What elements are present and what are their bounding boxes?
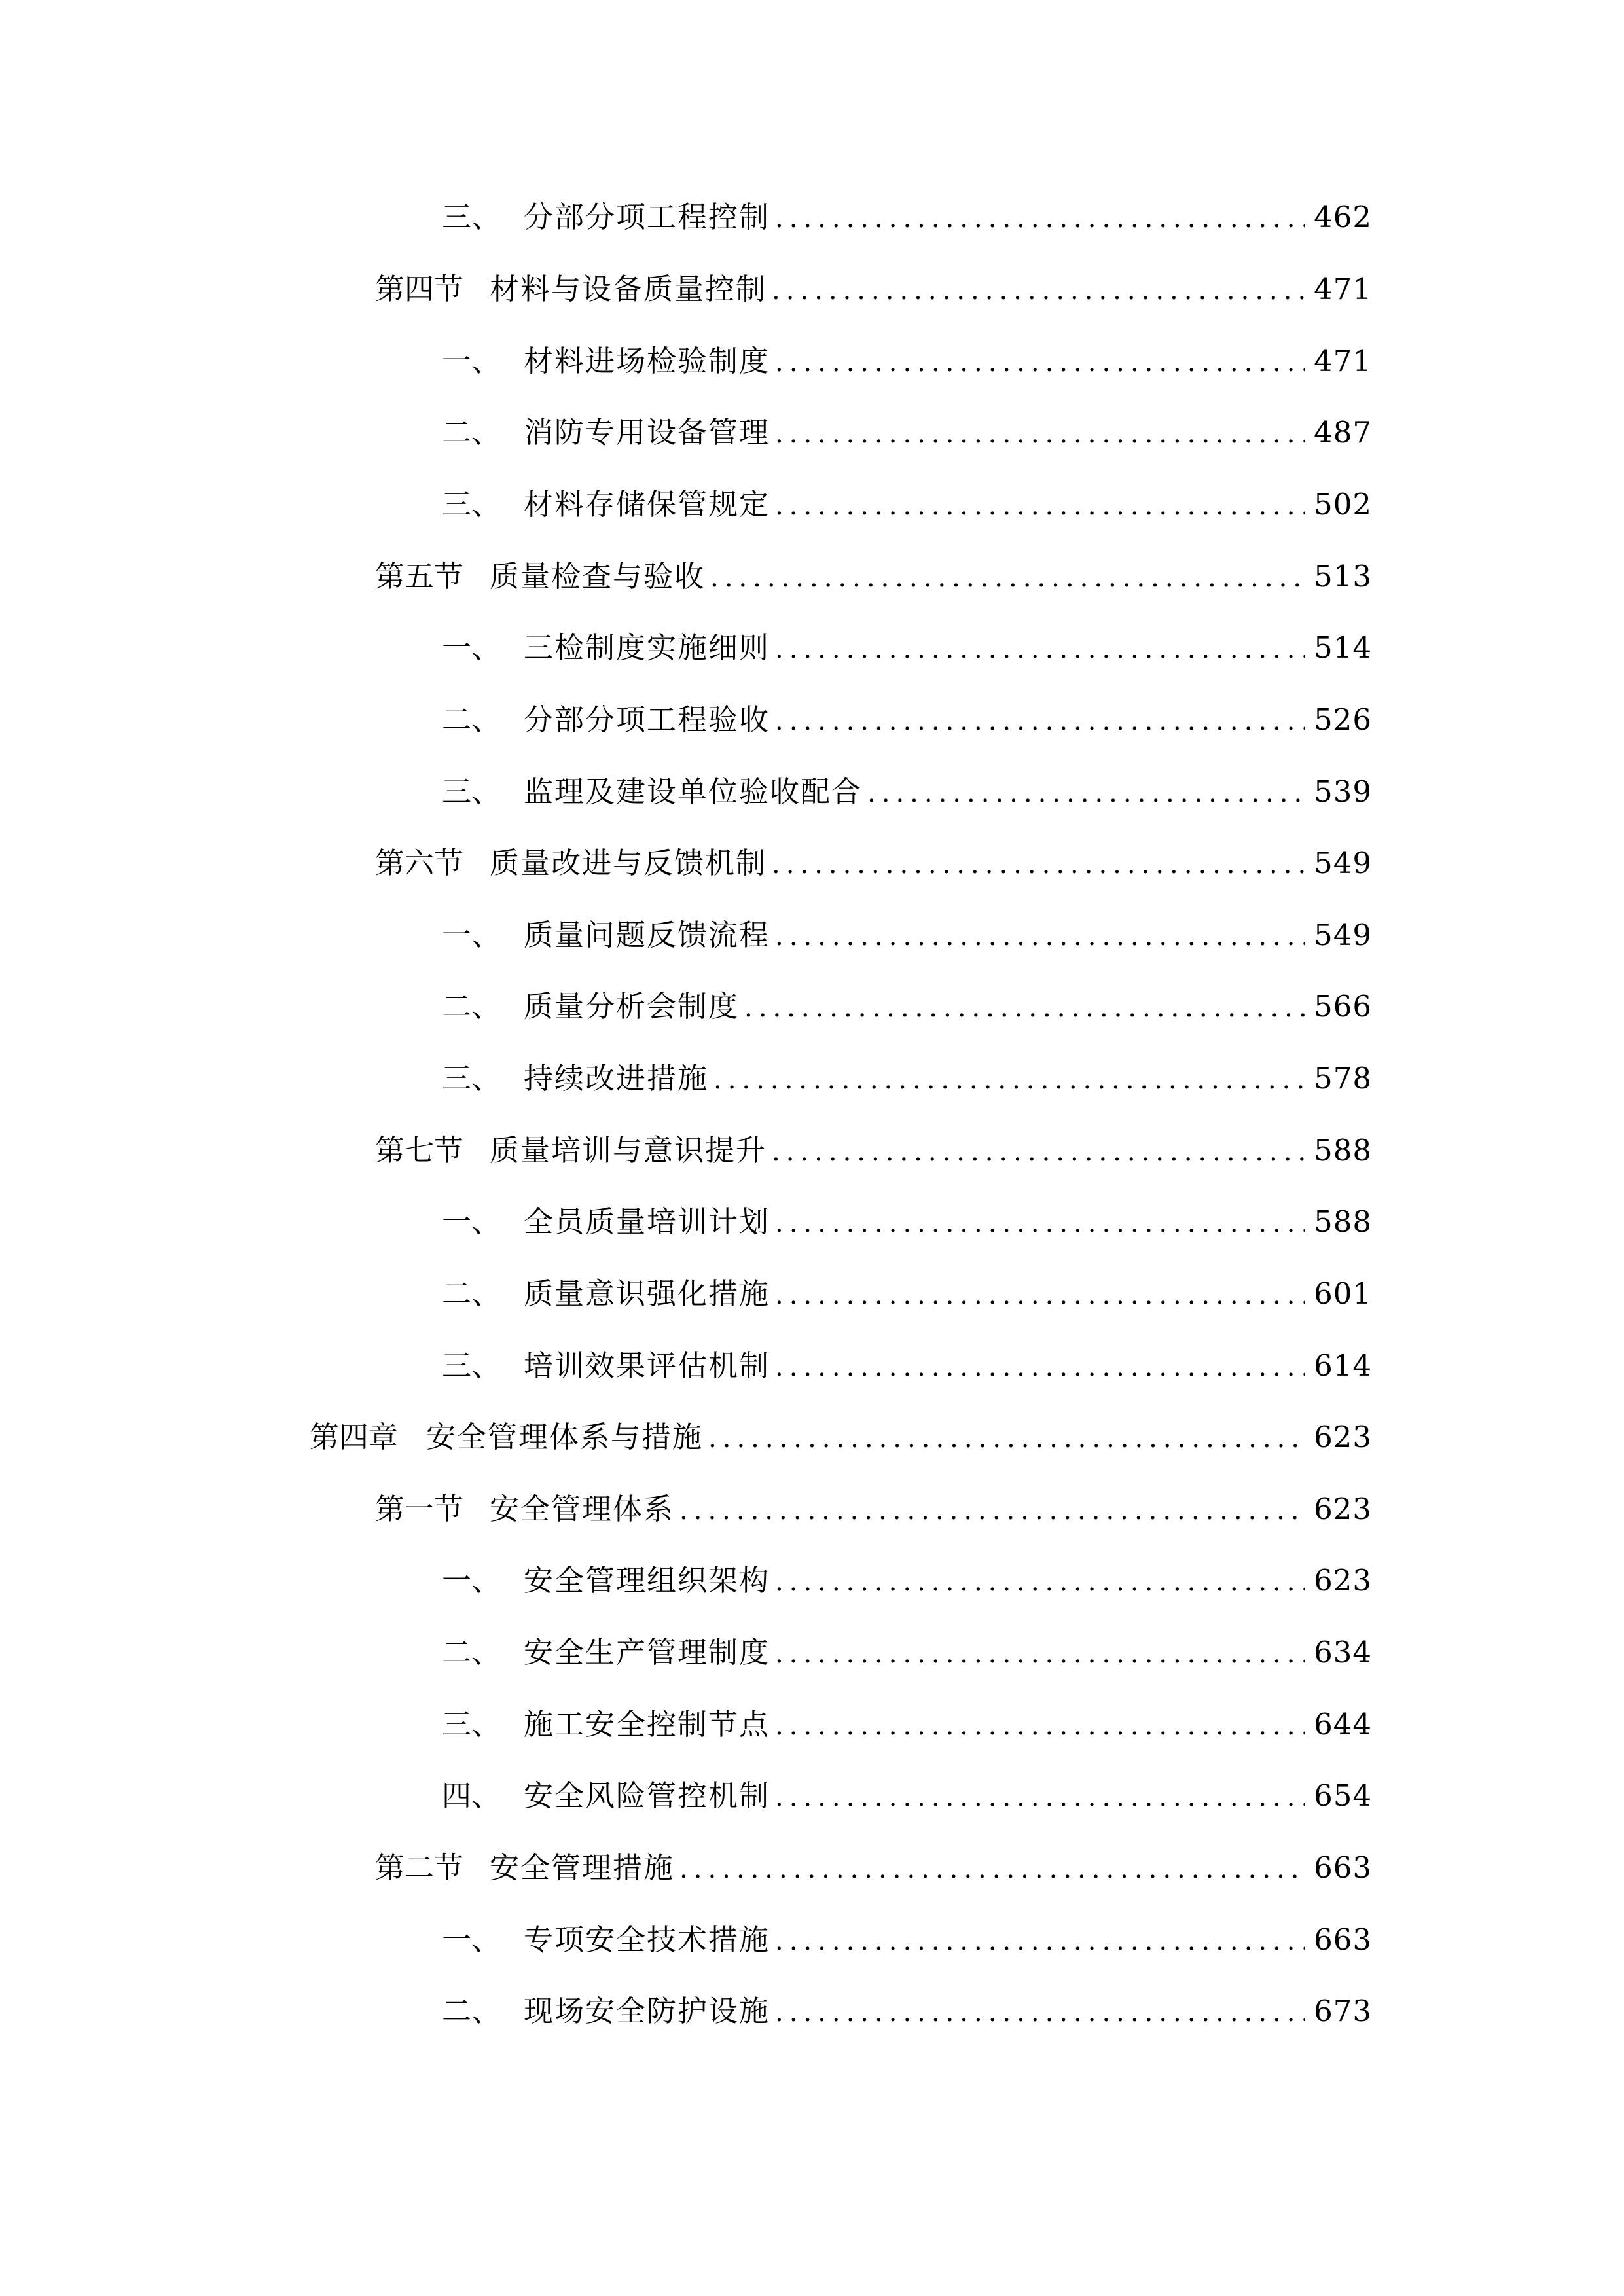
entry-page-number: 673 (1314, 1994, 1372, 2028)
entry-page-number: 471 (1314, 344, 1372, 378)
entry-page-number: 644 (1314, 1707, 1372, 1742)
entry-title: 安全管理体系与措施 (426, 1420, 704, 1454)
dot-leader (713, 1057, 1305, 1103)
entry-title: 材料与设备质量控制 (490, 272, 767, 306)
entry-number: 一、 (442, 1922, 501, 1957)
entry-number: 三、 (442, 1348, 501, 1383)
entry-title: 分部分项工程验收 (524, 702, 770, 737)
entry-number: 四、 (442, 1778, 501, 1813)
entry-page-number: 513 (1314, 559, 1372, 594)
entry-page-number: 614 (1314, 1348, 1372, 1383)
entry-page-number: 462 (1314, 200, 1372, 234)
toc-entry[interactable] (375, 1128, 1372, 1174)
entry-title: 施工安全控制节点 (524, 1707, 770, 1742)
entry-page-number: 471 (1314, 272, 1372, 306)
entry-page-number: 588 (1314, 1204, 1372, 1239)
entry-page-number: 549 (1314, 846, 1372, 880)
entry-number: 三、 (442, 1061, 501, 1096)
toc-entry[interactable] (310, 1414, 1372, 1460)
entry-page-number: 514 (1314, 630, 1372, 665)
entry-page-number: 623 (1314, 1420, 1372, 1454)
dot-leader (772, 842, 1305, 888)
entry-page-number: 549 (1314, 918, 1372, 952)
entry-number: 一、 (442, 1204, 501, 1239)
dot-leader (775, 1200, 1305, 1246)
toc-entry[interactable] (442, 1271, 1372, 1317)
entry-title: 培训效果评估机制 (524, 1348, 770, 1383)
dot-leader (775, 1631, 1305, 1677)
entry-page-number: 623 (1314, 1563, 1372, 1598)
entry-number: 第一节 (375, 1492, 464, 1526)
dot-leader (772, 1129, 1305, 1175)
toc-entry[interactable] (442, 410, 1372, 456)
entry-number: 第七节 (375, 1133, 464, 1168)
dot-leader (775, 411, 1305, 457)
entry-title: 分部分项工程控制 (524, 200, 770, 234)
entry-number: 第六节 (375, 846, 464, 880)
entry-title: 材料存储保管规定 (524, 487, 770, 522)
dot-leader (775, 914, 1305, 960)
toc-entry[interactable] (442, 1988, 1372, 2034)
entry-number: 二、 (442, 1994, 501, 2028)
entry-title: 监理及建设单位验收配合 (524, 774, 863, 809)
entry-page-number: 654 (1314, 1778, 1372, 1813)
entry-page-number: 487 (1314, 415, 1372, 450)
entry-page-number: 578 (1314, 1061, 1372, 1096)
entry-title: 全员质量培训计划 (524, 1204, 770, 1239)
entry-title: 材料进场检验制度 (524, 344, 770, 378)
toc-entry[interactable] (442, 1702, 1372, 1748)
entry-title: 质量改进与反馈机制 (490, 846, 767, 880)
entry-number: 第四章 (310, 1420, 399, 1454)
entry-title: 质量意识强化措施 (524, 1276, 770, 1311)
entry-title: 质量分析会制度 (524, 989, 740, 1024)
dot-leader (679, 1846, 1305, 1892)
entry-number: 一、 (442, 630, 501, 665)
toc-entry[interactable] (442, 338, 1372, 384)
entry-title: 安全风险管控机制 (524, 1778, 770, 1813)
entry-number: 三、 (442, 200, 501, 234)
entry-title: 现场安全防护设施 (524, 1994, 770, 2028)
toc-entry[interactable] (442, 1056, 1372, 1102)
dot-leader (679, 1488, 1305, 1534)
dot-leader (775, 1272, 1305, 1318)
entry-title: 三检制度实施细则 (524, 630, 770, 665)
toc-entry[interactable] (375, 1845, 1372, 1891)
entry-page-number: 634 (1314, 1635, 1372, 1670)
entry-title: 安全管理体系 (490, 1492, 675, 1526)
entry-number: 一、 (442, 344, 501, 378)
toc-entry[interactable] (442, 697, 1372, 743)
entry-title: 安全管理措施 (490, 1850, 675, 1885)
entry-title: 质量培训与意识提升 (490, 1133, 767, 1168)
entry-number: 一、 (442, 918, 501, 952)
toc-entry[interactable] (442, 1630, 1372, 1676)
entry-page-number: 623 (1314, 1492, 1372, 1526)
entry-page-number: 601 (1314, 1276, 1372, 1311)
entry-page-number: 502 (1314, 487, 1372, 522)
dot-leader (775, 483, 1305, 529)
entry-number: 一、 (442, 1563, 501, 1598)
toc-entry[interactable] (375, 266, 1372, 312)
dot-leader (775, 626, 1305, 672)
dot-leader (710, 555, 1305, 601)
entry-number: 第四节 (375, 272, 464, 306)
entry-page-number: 539 (1314, 774, 1372, 809)
entry-title: 质量问题反馈流程 (524, 918, 770, 952)
dot-leader (708, 1416, 1305, 1462)
entry-title: 持续改进措施 (524, 1061, 709, 1096)
dot-leader (775, 1703, 1305, 1749)
toc-entry[interactable] (442, 1343, 1372, 1389)
toc-entry[interactable] (442, 912, 1372, 958)
dot-leader (867, 770, 1305, 816)
dot-leader (775, 698, 1305, 744)
toc-entry[interactable] (442, 1199, 1372, 1245)
toc-entry[interactable] (442, 625, 1372, 671)
dot-leader (744, 985, 1305, 1031)
toc-entry[interactable] (375, 840, 1372, 886)
dot-leader (775, 1774, 1305, 1820)
toc-entry[interactable] (442, 482, 1372, 528)
entry-page-number: 526 (1314, 702, 1372, 737)
entry-page-number: 588 (1314, 1133, 1372, 1168)
entry-title: 安全管理组织架构 (524, 1563, 770, 1598)
dot-leader (775, 1344, 1305, 1390)
dot-leader (775, 196, 1305, 242)
entry-number: 二、 (442, 1635, 501, 1670)
toc-entry[interactable] (442, 984, 1372, 1030)
entry-page-number: 663 (1314, 1922, 1372, 1957)
entry-title: 专项安全技术措施 (524, 1922, 770, 1957)
toc-entry[interactable] (442, 1558, 1372, 1604)
entry-title: 安全生产管理制度 (524, 1635, 770, 1670)
entry-page-number: 566 (1314, 989, 1372, 1024)
toc-entry[interactable] (375, 554, 1372, 600)
dot-leader (772, 268, 1305, 314)
entry-number: 三、 (442, 774, 501, 809)
dot-leader (775, 1559, 1305, 1605)
toc-entry[interactable] (442, 1773, 1372, 1819)
entry-number: 二、 (442, 702, 501, 737)
toc-entry[interactable] (442, 194, 1372, 240)
entry-title: 质量检查与验收 (490, 559, 706, 594)
dot-leader (775, 1918, 1305, 1964)
dot-leader (775, 340, 1305, 386)
entry-number: 二、 (442, 1276, 501, 1311)
entry-number: 第二节 (375, 1850, 464, 1885)
entry-number: 二、 (442, 989, 501, 1024)
toc-entry[interactable] (442, 1917, 1372, 1963)
entry-title: 消防专用设备管理 (524, 415, 770, 450)
toc-entry[interactable] (442, 769, 1372, 815)
entry-page-number: 663 (1314, 1850, 1372, 1885)
entry-number: 三、 (442, 1707, 501, 1742)
entry-number: 三、 (442, 487, 501, 522)
dot-leader (775, 1990, 1305, 2036)
toc-entry[interactable] (375, 1486, 1372, 1532)
entry-number: 第五节 (375, 559, 464, 594)
entry-number: 二、 (442, 415, 501, 450)
